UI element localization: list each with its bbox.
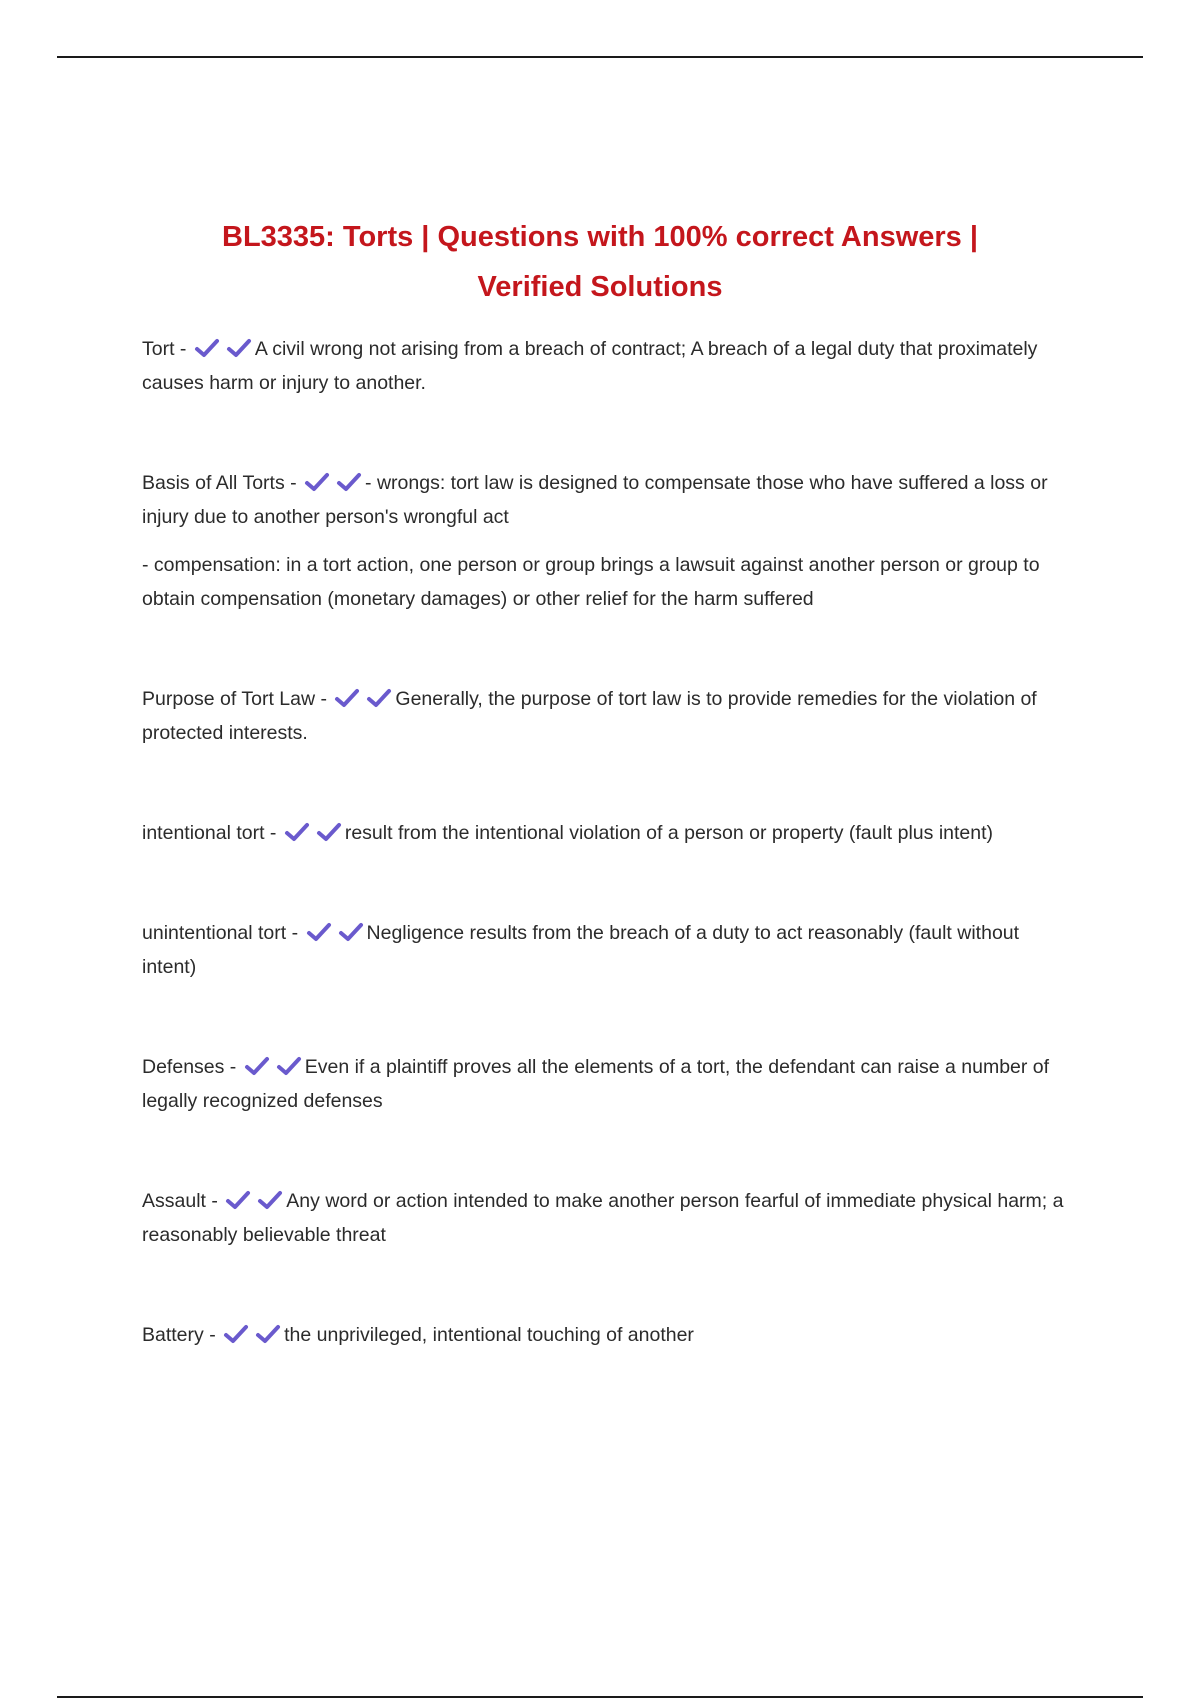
entry-definition: Even if a plaintiff proves all the elements of a tort, the defendant can raise a number of legally recognized defenses — [142, 1056, 1050, 1112]
bottom-rule — [57, 1696, 1143, 1698]
flashcard-entry — [142, 916, 1072, 984]
entry-paragraph — [142, 916, 1072, 984]
checkmark-icon — [276, 1056, 302, 1076]
top-rule — [57, 56, 1143, 58]
entry-definition: Generally, the purpose of tort law is to provide remedies for the violation of protected interests. — [142, 688, 1037, 744]
checkmarks — [194, 338, 252, 358]
checkmark-icon — [225, 1190, 251, 1210]
entry-definition: the unprivileged, intentional touching of another — [284, 1324, 694, 1346]
entry-separator: - — [203, 1324, 222, 1346]
entry-separator: - — [286, 922, 304, 944]
entry-term: Defenses — [142, 1056, 225, 1078]
checkmark-icon — [255, 1324, 281, 1344]
entry-term: Battery — [142, 1324, 204, 1346]
checkmarks — [334, 688, 392, 708]
checkmarks — [284, 822, 342, 842]
entry-paragraph — [142, 1184, 1072, 1252]
entry-separator: - — [174, 338, 192, 360]
title-line-1: BL3335: Torts | Questions with 100% correct Answers | — [222, 221, 978, 253]
entry-term: Tort — [142, 338, 175, 360]
entry-paragraph — [142, 332, 1072, 400]
checkmark-icon — [334, 688, 360, 708]
page-title — [150, 212, 1050, 312]
entry-separator: - — [264, 822, 282, 844]
checkmark-icon — [336, 472, 362, 492]
checkmark-icon — [194, 338, 220, 358]
checkmarks — [306, 922, 364, 942]
checkmark-icon — [223, 1324, 249, 1344]
entry-definition: result from the intentional violation of a person or property (fault plus intent) — [344, 822, 994, 844]
title-line-2: Verified Solutions — [477, 271, 723, 303]
entry-continuation — [142, 548, 1072, 616]
entry-term: unintentional tort — [142, 922, 287, 944]
checkmark-icon — [304, 472, 330, 492]
entry-definition: - compensation: in a tort action, one person or group brings a lawsuit against another person or group to obtain compensation (monetary damages) or other relief for the harm suffered — [142, 554, 1040, 610]
flashcard-entry — [142, 682, 1072, 750]
checkmarks — [225, 1190, 283, 1210]
checkmark-icon — [284, 822, 310, 842]
checkmark-icon — [316, 822, 342, 842]
entry-paragraph — [142, 682, 1072, 750]
entry-definition: Any word or action intended to make another person fearful of immediate physical harm; a reasonably believable threat — [142, 1190, 1064, 1246]
entry-term: Purpose of Tort Law — [142, 688, 316, 710]
flashcard-list — [142, 332, 1072, 1418]
entry-paragraph — [142, 816, 1072, 850]
entry-paragraph — [142, 466, 1072, 534]
checkmark-icon — [244, 1056, 270, 1076]
checkmark-icon — [257, 1190, 283, 1210]
checkmark-icon — [366, 688, 392, 708]
entry-term: intentional tort — [142, 822, 265, 844]
checkmark-icon — [226, 338, 252, 358]
entry-separator: - — [224, 1056, 242, 1078]
checkmarks — [304, 472, 362, 492]
checkmarks — [223, 1324, 281, 1344]
flashcard-entry — [142, 816, 1072, 850]
flashcard-entry — [142, 1050, 1072, 1118]
entry-paragraph — [142, 1318, 1072, 1352]
entry-definition: A civil wrong not arising from a breach of contract; A breach of a legal duty that proximately causes harm or injury to another. — [142, 338, 1038, 394]
entry-paragraph — [142, 1050, 1072, 1118]
entry-definition: - wrongs: tort law is designed to compensate those who have suffered a loss or injury due to another person's wrongful act — [142, 472, 1048, 528]
entry-separator: - — [315, 688, 333, 710]
entry-definition: Negligence results from the breach of a duty to act reasonably (fault without intent) — [142, 922, 1020, 978]
checkmark-icon — [306, 922, 332, 942]
entry-term: Assault — [142, 1190, 206, 1212]
checkmark-icon — [338, 922, 364, 942]
checkmarks — [244, 1056, 302, 1076]
entry-separator: - — [284, 472, 303, 494]
flashcard-entry — [142, 332, 1072, 400]
flashcard-entry — [142, 1184, 1072, 1252]
flashcard-entry — [142, 466, 1072, 616]
entry-term: Basis of All Torts — [142, 472, 285, 494]
entry-separator: - — [205, 1190, 224, 1212]
flashcard-entry — [142, 1318, 1072, 1352]
